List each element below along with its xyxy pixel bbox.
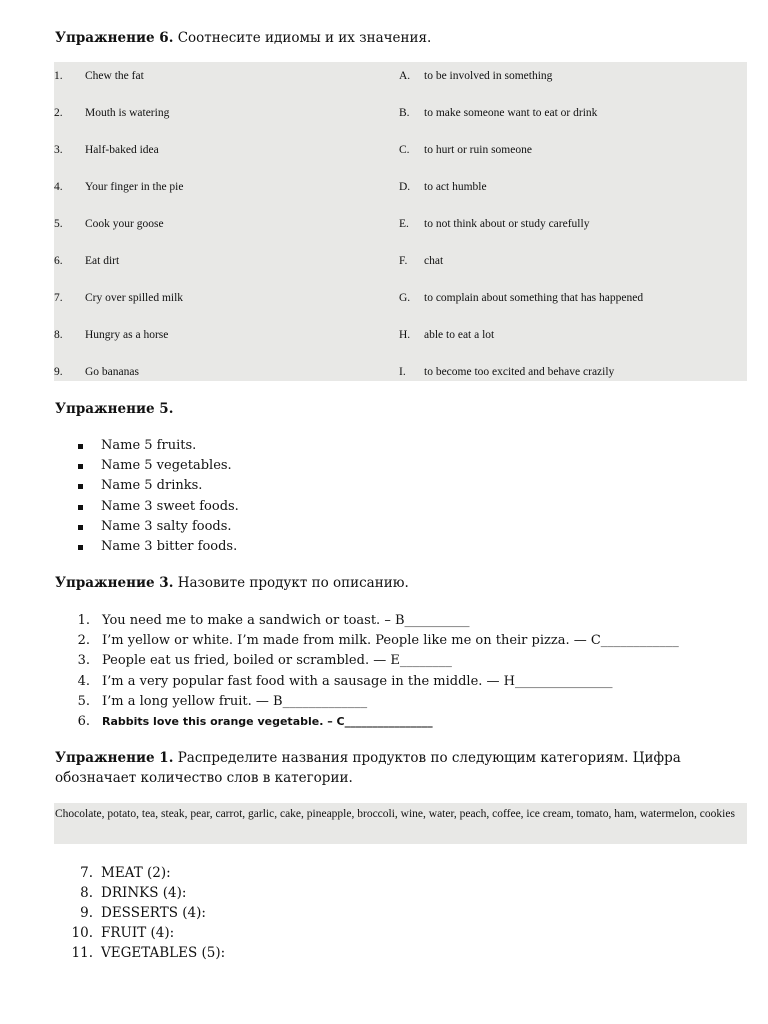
table-row: [54, 66, 747, 86]
idiom-matching-table: [54, 62, 747, 381]
meaning-text: to become too excited and behave crazily: [424, 366, 615, 378]
table-row: [54, 177, 747, 197]
item-number: 4.: [77, 673, 90, 689]
idiom-number: 9.: [54, 366, 63, 378]
table-row: [54, 140, 747, 160]
idiom-number: 1.: [54, 70, 63, 82]
item-number: 11.: [71, 945, 93, 961]
list-item-text: Name 3 bitter foods.: [101, 538, 238, 554]
item-number: 5.: [77, 693, 90, 709]
list-item: [78, 456, 239, 476]
category-text: VEGETABLES (5):: [101, 945, 226, 961]
idiom-number: 8.: [54, 329, 63, 341]
table-row: [54, 103, 747, 123]
meaning-text: to not think about or study carefully: [424, 218, 590, 230]
meaning-letter: B.: [399, 107, 410, 119]
item-number: 2.: [77, 633, 90, 649]
idiom-text: Chew the fat: [85, 70, 144, 82]
category-text: MEAT (2):: [101, 865, 171, 881]
list-item-text: Name 3 sweet foods.: [101, 498, 239, 514]
table-row: [54, 214, 747, 234]
list-item-text: Name 5 vegetables.: [101, 458, 232, 474]
meaning-letter: D.: [399, 181, 411, 193]
exercise-6-heading: [55, 28, 431, 48]
bullet-icon: [78, 464, 83, 469]
item-number: 7.: [80, 865, 93, 881]
word-bank-text: Chocolate, potato, tea, steak, pear, carrot, garlic, cake, pineapple, broccoli, wine, water, peach, coffee, ice cream, tomato, ham, watermelon, cookies: [55, 808, 735, 820]
exercise-1-heading: [55, 748, 681, 768]
idiom-text: Eat dirt: [85, 255, 120, 267]
meaning-letter: E.: [399, 218, 409, 230]
exercise-1-instruction-line-2: обозначает количество слов в категории.: [55, 770, 353, 786]
list-item-text: Name 3 salty foods.: [101, 518, 232, 534]
bullet-icon: [78, 484, 83, 489]
item-number: 6.: [77, 713, 90, 729]
exercise-3-instruction: Назовите продукт по описанию.: [173, 575, 409, 591]
item-number: 10.: [71, 925, 93, 941]
idiom-text: Cry over spilled milk: [85, 292, 184, 304]
item-text: Rabbits love this orange vegetable. – C________________: [102, 714, 433, 728]
item-text: I’m yellow or white. I’m made from milk. People like me on their pizza. — C____________: [102, 633, 679, 649]
meaning-letter: G.: [399, 292, 411, 304]
item-text: People eat us fried, boiled or scrambled. — E________: [102, 653, 452, 669]
exercise-1-instruction: Распределите названия продуктов по следующим категориям. Цифра: [173, 750, 681, 766]
list-item-text: Name 5 drinks.: [101, 478, 203, 494]
bullet-icon: [78, 545, 83, 550]
meaning-letter: A.: [399, 70, 411, 82]
bullet-icon: [78, 525, 83, 530]
exercise-6-instruction: Соотнесите идиомы и их значения.: [173, 30, 432, 46]
meaning-text: to act humble: [424, 181, 487, 193]
list-item-text: Name 5 fruits.: [101, 438, 197, 453]
exercise-3-heading: [55, 573, 409, 593]
item-number: 1.: [77, 613, 90, 628]
list-item: [78, 517, 239, 537]
item-number: 3.: [77, 653, 90, 669]
item-text: I’m a long yellow fruit. — B_____________: [102, 693, 368, 709]
idiom-number: 3.: [54, 144, 63, 156]
table-row: [54, 251, 747, 271]
meaning-text: to be involved in something: [424, 70, 553, 82]
idiom-text: Mouth is watering: [85, 107, 170, 119]
exercise-6-label: Упражнение 6.: [55, 30, 174, 46]
meaning-text: to make someone want to eat or drink: [424, 107, 598, 119]
idiom-text: Hungry as a horse: [85, 329, 169, 341]
item-text: You need me to make a sandwich or toast. – B__________: [102, 613, 470, 628]
exercise-5-list: [78, 436, 239, 557]
meaning-letter: I.: [399, 366, 406, 378]
idiom-text: Half-baked idea: [85, 144, 159, 156]
exercise-5-heading: [55, 399, 173, 419]
bullet-icon: [78, 505, 83, 510]
idiom-number: 6.: [54, 255, 63, 267]
idiom-text: Go bananas: [85, 366, 139, 378]
table-row: [54, 288, 747, 308]
meaning-text: chat: [424, 255, 444, 267]
idiom-number: 4.: [54, 181, 63, 193]
idiom-text: Your finger in the pie: [85, 181, 184, 193]
item-text: I’m a very popular fast food with a sausage in the middle. — H_______________: [102, 673, 613, 689]
idiom-text: Cook your goose: [85, 218, 164, 230]
meaning-letter: F.: [399, 255, 408, 267]
list-item: [78, 497, 239, 517]
category-text: DRINKS (4):: [101, 885, 187, 901]
category-text: FRUIT (4):: [101, 925, 175, 941]
word-bank-box: [54, 803, 747, 844]
bullet-icon: [78, 444, 83, 449]
exercise-1-label: Упражнение 1.: [55, 750, 174, 766]
meaning-letter: H.: [399, 329, 411, 341]
item-number: 9.: [80, 905, 93, 921]
meaning-letter: C.: [399, 144, 410, 156]
table-row: [54, 325, 747, 345]
list-item: [78, 537, 239, 557]
meaning-text: to complain about something that has happened: [424, 292, 644, 304]
exercise-5-label: Упражнение 5.: [55, 401, 174, 417]
table-row: [54, 362, 747, 382]
meaning-text: able to eat a lot: [424, 329, 495, 341]
list-item: [78, 476, 239, 496]
idiom-number: 5.: [54, 218, 63, 230]
meaning-text: to hurt or ruin someone: [424, 144, 532, 156]
idiom-number: 7.: [54, 292, 63, 304]
list-item: [78, 436, 239, 456]
idiom-number: 2.: [54, 107, 63, 119]
exercise-3-label: Упражнение 3.: [55, 575, 174, 591]
item-number: 8.: [80, 885, 93, 901]
category-text: DESSERTS (4):: [101, 905, 206, 921]
